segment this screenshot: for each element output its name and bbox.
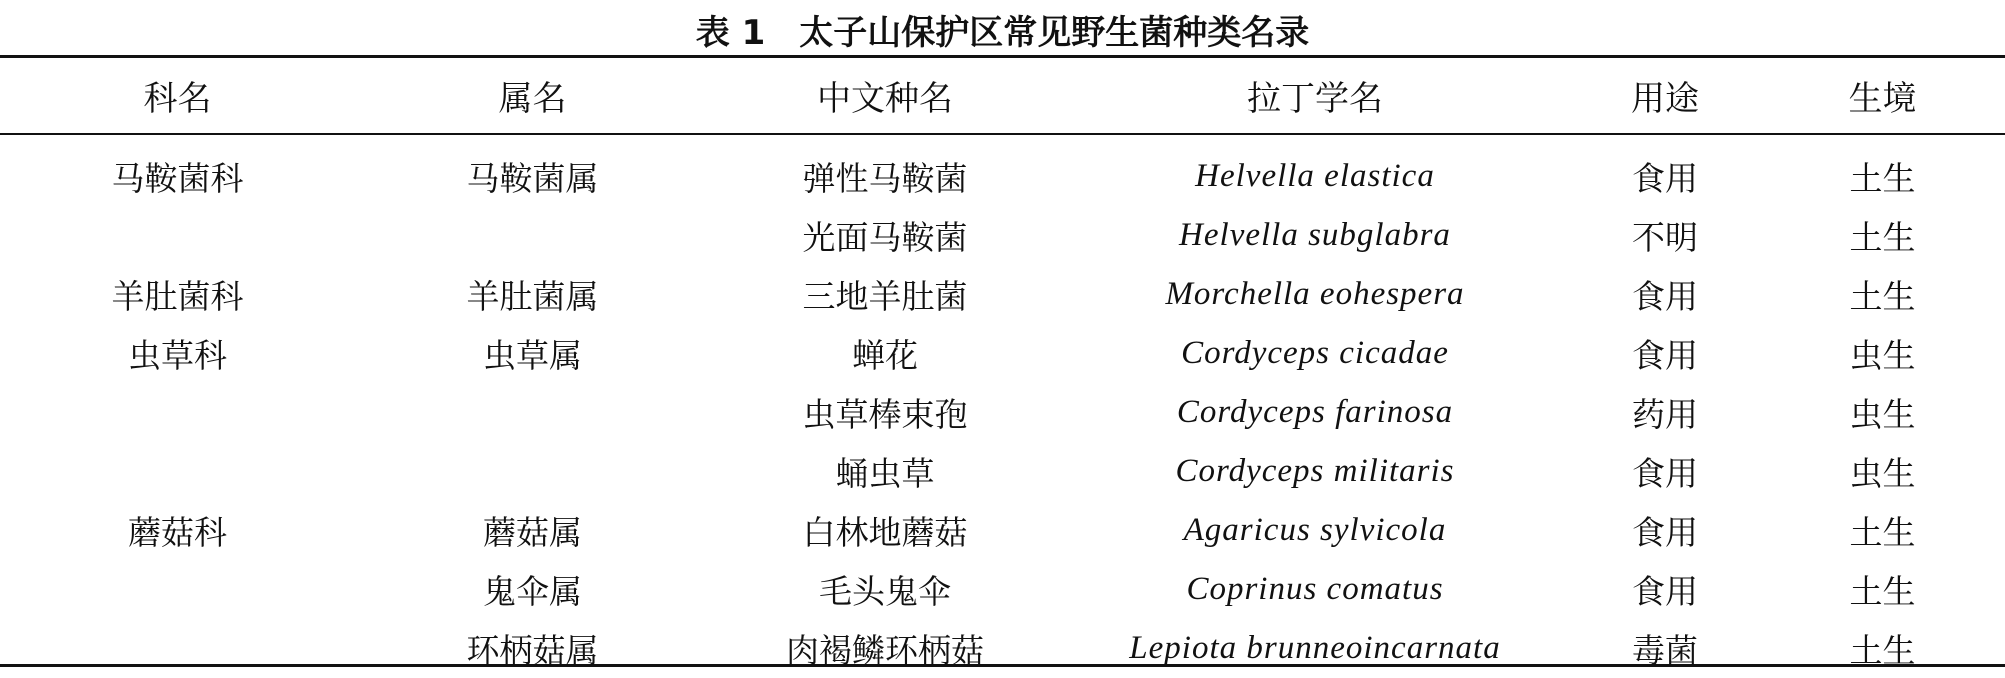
- column-header-genus: 属名: [498, 79, 567, 119]
- cell-latin-name: Cordyceps cicadae: [1181, 335, 1449, 371]
- cell-family: 马鞍菌科: [111, 159, 244, 198]
- table-row: [0, 501, 2005, 560]
- table-row: [0, 442, 2005, 501]
- cell-genus: 蘑菇属: [483, 513, 582, 552]
- cell-latin-name: Lepiota brunneoincarnata: [1129, 630, 1501, 666]
- cell-habitat: 土生: [1849, 277, 1916, 316]
- cell-family: 虫草科: [128, 336, 227, 375]
- column-header-family: 科名: [143, 79, 212, 119]
- cell-use: 食用: [1632, 572, 1698, 611]
- cell-chinese-name: 蝉花: [852, 336, 918, 375]
- cell-use: 食用: [1632, 336, 1698, 375]
- cell-habitat: 虫生: [1849, 454, 1916, 493]
- cell-family: 羊肚菌科: [111, 277, 244, 316]
- cell-habitat: 土生: [1849, 218, 1916, 257]
- species-table: [0, 58, 2005, 678]
- cell-family: [0, 383, 355, 442]
- table-row: [0, 324, 2005, 383]
- table-row: [0, 560, 2005, 619]
- cell-use: 食用: [1632, 513, 1698, 552]
- cell-latin-name: Agaricus sylvicola: [1183, 512, 1447, 548]
- cell-latin-name: Coprinus comatus: [1186, 571, 1444, 607]
- table-title: 太子山保护区常见野生菌种类名录: [799, 12, 1310, 53]
- cell-habitat: 虫生: [1849, 336, 1916, 375]
- cell-family: [0, 442, 355, 501]
- cell-genus: [355, 206, 710, 265]
- cell-family: [0, 619, 355, 678]
- cell-genus: [355, 383, 710, 442]
- cell-family: [0, 206, 355, 265]
- table-number: 表 1: [695, 12, 766, 53]
- cell-habitat: 虫生: [1849, 395, 1916, 434]
- cell-genus: 虫草属: [483, 336, 582, 375]
- cell-latin-name: Helvella subglabra: [1179, 217, 1451, 253]
- table-row: [0, 383, 2005, 442]
- cell-use: 食用: [1632, 454, 1698, 493]
- column-header-habitat: 生境: [1848, 79, 1917, 119]
- cell-habitat: 土生: [1849, 513, 1916, 552]
- cell-habitat: 土生: [1849, 631, 1916, 670]
- cell-habitat: 土生: [1849, 159, 1916, 198]
- cell-family: [0, 560, 355, 619]
- cell-genus: 羊肚菌属: [466, 277, 599, 316]
- cell-habitat: 土生: [1849, 572, 1916, 611]
- column-header-chinese-name: 中文种名: [817, 79, 953, 119]
- cell-chinese-name: 虫草棒束孢: [802, 395, 968, 434]
- cell-chinese-name: 白林地蘑菇: [802, 513, 968, 552]
- table-row: [0, 206, 2005, 265]
- cell-genus: 环柄菇属: [466, 631, 599, 670]
- table-caption: [0, 4, 2005, 54]
- table-row: [0, 133, 2005, 206]
- column-header-latin-name: 拉丁学名: [1247, 79, 1383, 119]
- cell-latin-name: Morchella eohespera: [1165, 276, 1465, 312]
- column-header-use: 用途: [1631, 79, 1699, 119]
- cell-genus: 马鞍菌属: [466, 159, 599, 198]
- cell-latin-name: Helvella elastica: [1195, 158, 1435, 194]
- cell-chinese-name: 毛头鬼伞: [819, 572, 951, 611]
- cell-latin-name: Cordyceps militaris: [1175, 453, 1455, 489]
- cell-use: 药用: [1632, 395, 1698, 434]
- cell-use: 食用: [1632, 159, 1698, 198]
- cell-genus: [355, 442, 710, 501]
- cell-latin-name: Cordyceps farinosa: [1176, 394, 1454, 430]
- cell-chinese-name: 蛹虫草: [835, 454, 935, 493]
- table-row: [0, 619, 2005, 678]
- cell-chinese-name: 弹性马鞍菌: [802, 159, 968, 198]
- cell-genus: 鬼伞属: [483, 572, 582, 611]
- cell-family: 蘑菇科: [128, 513, 227, 552]
- header-row: [0, 58, 2005, 133]
- cell-use: 食用: [1632, 277, 1698, 316]
- cell-chinese-name: 肉褐鳞环柄菇: [786, 631, 984, 670]
- cell-use: 毒菌: [1632, 631, 1698, 670]
- table-row: [0, 265, 2005, 324]
- cell-chinese-name: 光面马鞍菌: [802, 218, 968, 257]
- cell-use: 不明: [1632, 218, 1698, 257]
- cell-chinese-name: 三地羊肚菌: [802, 277, 968, 316]
